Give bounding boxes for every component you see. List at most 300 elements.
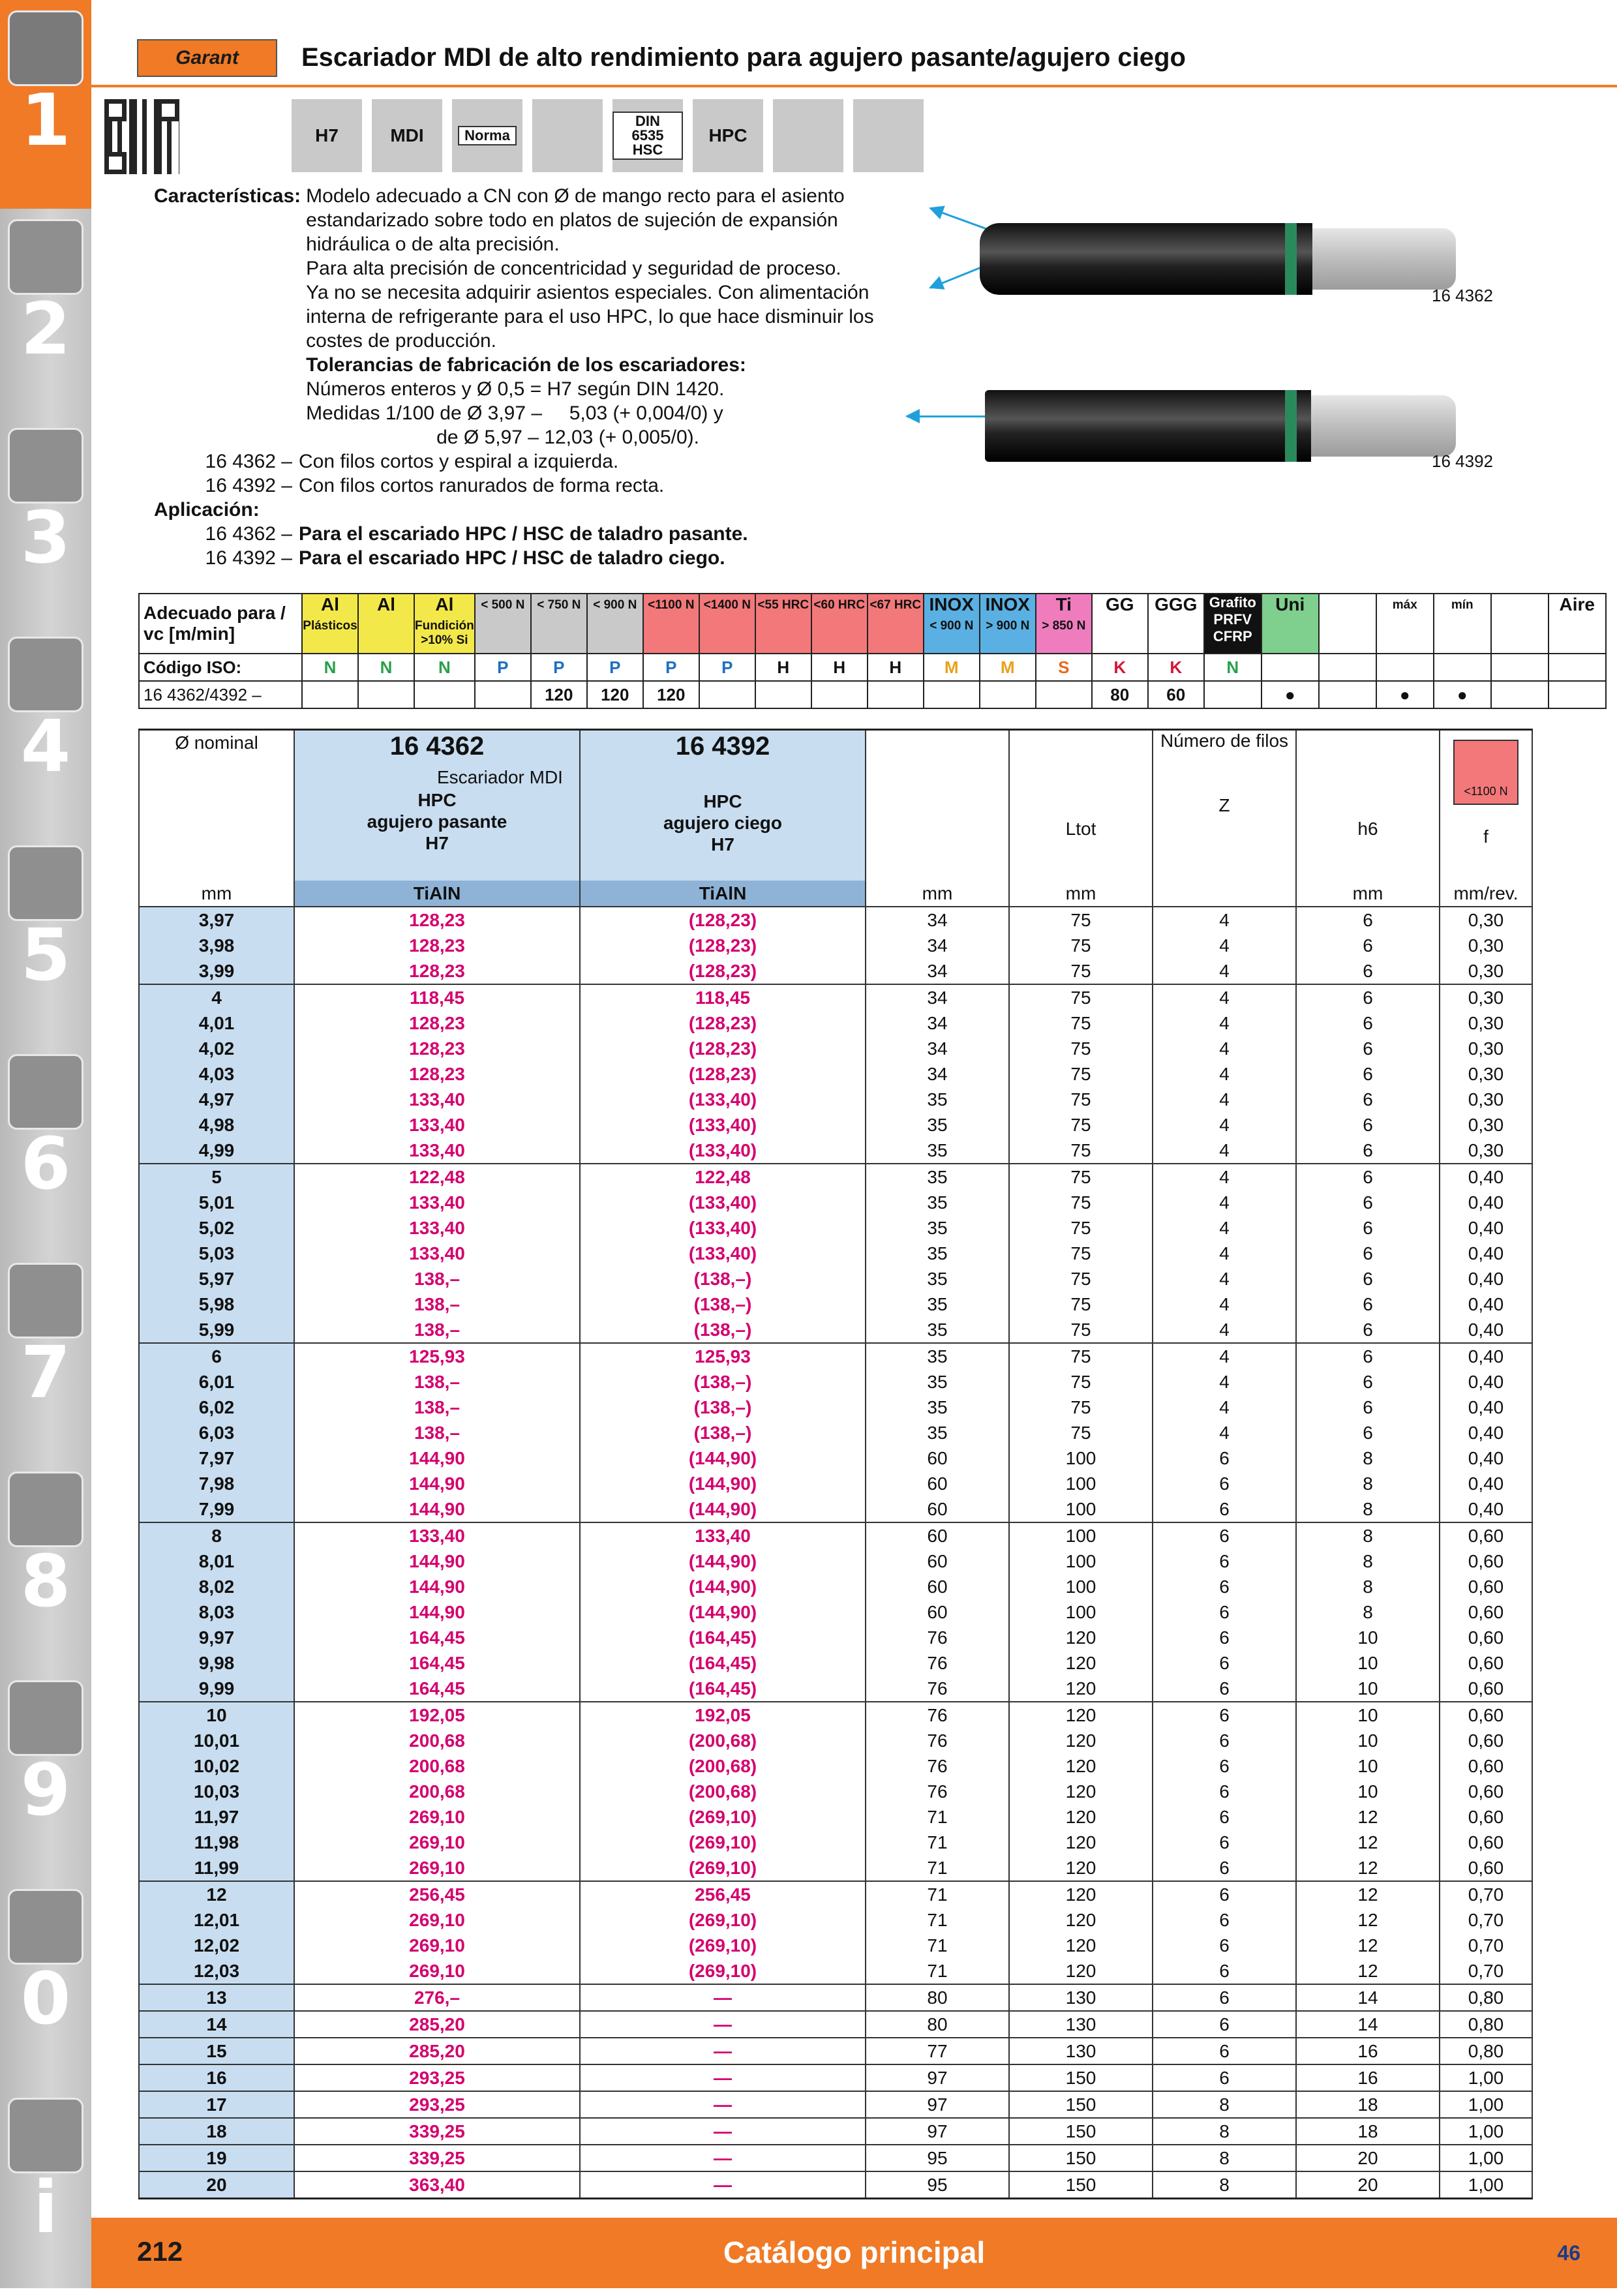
- flutes: 6: [1153, 1958, 1296, 1984]
- length: 97: [866, 2064, 1009, 2091]
- feed: 0,60: [1440, 1728, 1532, 1753]
- shank-h6: 20: [1296, 2145, 1440, 2171]
- iso-code: M: [980, 654, 1036, 681]
- chapter-tab-3[interactable]: [0, 417, 91, 626]
- flutes: 4: [1153, 1395, 1296, 1420]
- product-1-header: [580, 730, 866, 881]
- price-164392: (133,40): [580, 1138, 866, 1164]
- shank-h6: 8: [1296, 1574, 1440, 1599]
- table-row: [139, 1241, 1532, 1266]
- table-head-row: [139, 730, 1532, 881]
- flutes: 6: [1153, 2038, 1296, 2064]
- flutes: 8: [1153, 2145, 1296, 2171]
- chapter-number: 3: [20, 496, 71, 579]
- vc-value: ●: [1376, 681, 1434, 708]
- chapter-tab-2[interactable]: [0, 209, 91, 417]
- price-164362: 144,90: [294, 1548, 580, 1574]
- product-spec: agujero pasante: [367, 811, 507, 832]
- vc-value: [924, 681, 980, 708]
- flutes: 8: [1153, 2171, 1296, 2199]
- variant-text: Con filos cortos ranurados de forma recta.: [299, 475, 665, 496]
- price-164392: —: [580, 1984, 866, 2011]
- nominal-diameter: 7,98: [139, 1471, 294, 1496]
- shank-h6: 8: [1296, 1471, 1440, 1496]
- garant-logo: Garant: [137, 39, 277, 77]
- material-name: Uni: [1275, 594, 1305, 614]
- chapter-number: 5: [20, 913, 71, 997]
- total-length: 75: [1009, 1215, 1153, 1241]
- application-label: Aplicación:: [154, 499, 260, 521]
- length: 34: [866, 933, 1009, 958]
- feed: 0,40: [1440, 1292, 1532, 1317]
- table-row: [139, 2145, 1532, 2171]
- iso-code: H: [868, 654, 924, 681]
- characteristics-label: Características:: [154, 185, 301, 207]
- description-line: Ya no se necesita adquirir asientos especiales. Con alimentación: [306, 282, 869, 303]
- nominal-diameter: 11,97: [139, 1804, 294, 1830]
- table-row: [139, 958, 1532, 984]
- chapter-number: 8: [20, 1539, 71, 1623]
- chapter-icon: [8, 845, 83, 921]
- nominal-diameter: 6,03: [139, 1420, 294, 1445]
- iso-code: N: [302, 654, 358, 681]
- material-col-0: [302, 594, 358, 654]
- shank-h6: 6: [1296, 1343, 1440, 1369]
- nominal-diameter: 8,01: [139, 1548, 294, 1574]
- total-length: 100: [1009, 1599, 1153, 1625]
- shank-h6: 12: [1296, 1933, 1440, 1958]
- chapter-tab-4[interactable]: [0, 626, 91, 835]
- price-164392: (138,–): [580, 1420, 866, 1445]
- footer: [91, 2218, 1617, 2288]
- total-length: 75: [1009, 907, 1153, 933]
- table-row: [139, 933, 1532, 958]
- table-row: [139, 1164, 1532, 1190]
- description-line: Medidas 1/100 de Ø 3,97 – 5,03 (+ 0,004/0) y: [306, 402, 723, 424]
- shank-h6: 10: [1296, 1625, 1440, 1650]
- flutes: 4: [1153, 1266, 1296, 1292]
- length: 76: [866, 1753, 1009, 1779]
- material-badge-icon: [1453, 740, 1519, 805]
- nominal-diameter: 4,97: [139, 1087, 294, 1112]
- table-row: [139, 1599, 1532, 1625]
- length: 95: [866, 2171, 1009, 2199]
- nominal-diameter: 5: [139, 1164, 294, 1190]
- f-header: [1440, 730, 1532, 881]
- price-164362: 128,23: [294, 1036, 580, 1061]
- flutes: 6: [1153, 1702, 1296, 1728]
- material-sub: <55 HRC: [757, 598, 809, 612]
- price-164362: 200,68: [294, 1753, 580, 1779]
- price-164392: —: [580, 2038, 866, 2064]
- shank-h6: 6: [1296, 984, 1440, 1010]
- material-sub: <67 HRC: [869, 598, 922, 612]
- material-col-2: [414, 594, 475, 654]
- shank-h6: 6: [1296, 958, 1440, 984]
- material-col-4: [531, 594, 587, 654]
- flutes: 4: [1153, 1215, 1296, 1241]
- shank-h6: 6: [1296, 1292, 1440, 1317]
- feature-icon-3: [532, 99, 603, 172]
- flutes: 4: [1153, 1061, 1296, 1087]
- flutes: 6: [1153, 1625, 1296, 1650]
- unit-cell: [1153, 881, 1296, 907]
- flutes: 6: [1153, 1650, 1296, 1676]
- feed: 0,40: [1440, 1369, 1532, 1395]
- price-164392: (138,–): [580, 1395, 866, 1420]
- material-sub: < 750 N: [537, 598, 581, 612]
- chapter-icon: [8, 10, 83, 86]
- price-164362: 363,40: [294, 2171, 580, 2199]
- feed: 0,40: [1440, 1395, 1532, 1420]
- price-164362: 276,–: [294, 1984, 580, 2011]
- iso-code: N: [358, 654, 414, 681]
- length: 60: [866, 1599, 1009, 1625]
- total-length: 120: [1009, 1830, 1153, 1855]
- price-164362: 269,10: [294, 1830, 580, 1855]
- nominal-label: Ø nominal: [175, 733, 258, 753]
- vc-value: [1204, 681, 1262, 708]
- f-label: f: [1483, 826, 1489, 847]
- shank-h6: 10: [1296, 1779, 1440, 1804]
- price-164392: (133,40): [580, 1241, 866, 1266]
- price-164392: (200,68): [580, 1728, 866, 1753]
- nominal-diameter: 5,97: [139, 1266, 294, 1292]
- shank-h6: 8: [1296, 1445, 1440, 1471]
- shank-h6: 6: [1296, 1215, 1440, 1241]
- material-col-19: [1376, 594, 1434, 654]
- total-length: 130: [1009, 2038, 1153, 2064]
- feature-icon-label: HPC: [708, 125, 748, 145]
- price-164362: 144,90: [294, 1574, 580, 1599]
- total-length: 75: [1009, 1138, 1153, 1164]
- iso-code: [1491, 654, 1549, 681]
- feed: 0,60: [1440, 1522, 1532, 1548]
- flutes: 6: [1153, 2011, 1296, 2038]
- shank-h6: 20: [1296, 2171, 1440, 2199]
- price-164392: (269,10): [580, 1830, 866, 1855]
- nominal-diameter: 4,02: [139, 1036, 294, 1061]
- total-length: 75: [1009, 1292, 1153, 1317]
- feed: 0,40: [1440, 1164, 1532, 1190]
- table-row: [139, 2064, 1532, 2091]
- total-length: 75: [1009, 1164, 1153, 1190]
- total-length: 100: [1009, 1548, 1153, 1574]
- flutes: 6: [1153, 1881, 1296, 1907]
- flutes: 4: [1153, 1343, 1296, 1369]
- price-164362: 269,10: [294, 1933, 580, 1958]
- chapter-icon: [8, 428, 83, 504]
- iso-code: S: [1036, 654, 1092, 681]
- feed: 1,00: [1440, 2091, 1532, 2118]
- feed: 0,40: [1440, 1471, 1532, 1496]
- vc-value: [302, 681, 358, 708]
- length: 60: [866, 1522, 1009, 1548]
- feed: 1,00: [1440, 2171, 1532, 2199]
- total-length: 150: [1009, 2171, 1153, 2199]
- chapter-number: 4: [20, 704, 71, 788]
- nominal-diameter: 20: [139, 2171, 294, 2199]
- length: 76: [866, 1676, 1009, 1702]
- feed: 0,40: [1440, 1445, 1532, 1471]
- description-line: hidráulica o de alta precisión.: [306, 234, 560, 255]
- length: 97: [866, 2091, 1009, 2118]
- filos-label: Número de filos: [1160, 731, 1289, 751]
- length: 35: [866, 1241, 1009, 1266]
- chapter-tab-1[interactable]: [0, 0, 91, 209]
- price-164362: 122,48: [294, 1164, 580, 1190]
- shank-h6: 6: [1296, 933, 1440, 958]
- price-164392: (164,45): [580, 1676, 866, 1702]
- iso-code: K: [1148, 654, 1204, 681]
- feed: 0,30: [1440, 1087, 1532, 1112]
- price-164362: 269,10: [294, 1907, 580, 1933]
- length: 34: [866, 907, 1009, 933]
- variant-code: 16 4362 –: [205, 451, 292, 472]
- price-164392: (128,23): [580, 1036, 866, 1061]
- price-164362: 256,45: [294, 1881, 580, 1907]
- material-sub: <1400 N: [703, 598, 751, 612]
- material-name: Al: [377, 594, 395, 614]
- unit-cell: TiAlN: [294, 881, 580, 907]
- nominal-diameter: 9,99: [139, 1676, 294, 1702]
- units-row: [139, 881, 1532, 907]
- feed: 0,60: [1440, 1625, 1532, 1650]
- table-row: [139, 1728, 1532, 1753]
- material-name: INOX: [985, 594, 1030, 614]
- chapter-tab-5[interactable]: [0, 835, 91, 1044]
- material-sub: < 900 N: [929, 619, 974, 633]
- feature-icon-label: H7: [315, 125, 339, 145]
- feed: 0,40: [1440, 1266, 1532, 1292]
- material-name: Aire: [1559, 594, 1595, 614]
- price-164362: 133,40: [294, 1138, 580, 1164]
- price-164362: 164,45: [294, 1625, 580, 1650]
- flutes: 6: [1153, 1779, 1296, 1804]
- filos-header: [1153, 730, 1296, 881]
- price-164362: 164,45: [294, 1676, 580, 1702]
- price-164392: (144,90): [580, 1471, 866, 1496]
- total-length: 120: [1009, 1625, 1153, 1650]
- price-164392: 133,40: [580, 1522, 866, 1548]
- material-col-3: [475, 594, 531, 654]
- product-code: 16 4362: [389, 732, 485, 761]
- feed: 0,40: [1440, 1317, 1532, 1343]
- table-row: [139, 1907, 1532, 1933]
- table-row: [139, 1036, 1532, 1061]
- price-164362: 138,–: [294, 1369, 580, 1395]
- feed: 0,60: [1440, 1548, 1532, 1574]
- length: 35: [866, 1420, 1009, 1445]
- nominal-diameter: 13: [139, 1984, 294, 2011]
- length: 95: [866, 2145, 1009, 2171]
- material-sub: > 900 N: [986, 619, 1030, 633]
- table-row: [139, 1804, 1532, 1830]
- price-164362: 133,40: [294, 1522, 580, 1548]
- shank-h6: 12: [1296, 1881, 1440, 1907]
- material-name: Ti: [1055, 594, 1072, 614]
- feed: 0,40: [1440, 1496, 1532, 1522]
- price-164362: 138,–: [294, 1292, 580, 1317]
- price-164392: (128,23): [580, 933, 866, 958]
- feed: 0,60: [1440, 1779, 1532, 1804]
- nominal-diameter: 14: [139, 2011, 294, 2038]
- flutes: 8: [1153, 2091, 1296, 2118]
- chapter-tab-6[interactable]: [0, 1044, 91, 1252]
- chapter-number: i: [33, 2166, 58, 2249]
- length: 35: [866, 1215, 1009, 1241]
- table-row: [139, 1855, 1532, 1881]
- material-col-18: [1319, 594, 1376, 654]
- total-length: 75: [1009, 1061, 1153, 1087]
- flutes: 4: [1153, 1420, 1296, 1445]
- material-col-9: [811, 594, 868, 654]
- iso-code: [1434, 654, 1491, 681]
- flutes: 6: [1153, 1984, 1296, 2011]
- flutes: 4: [1153, 907, 1296, 933]
- length: 35: [866, 1317, 1009, 1343]
- nominal-diameter: 19: [139, 2145, 294, 2171]
- application-text: Para el escariado HPC / HSC de taladro ciego.: [299, 547, 725, 569]
- material-sub: Plásticos: [303, 619, 357, 633]
- material-col-22: [1549, 594, 1606, 654]
- page-number: 212: [137, 2236, 183, 2267]
- price-164362: 125,93: [294, 1343, 580, 1369]
- total-length: 120: [1009, 1779, 1153, 1804]
- chapter-tab-9[interactable]: [0, 1670, 91, 1879]
- feed: 0,60: [1440, 1855, 1532, 1881]
- product-description: [154, 184, 898, 570]
- total-length: 120: [1009, 1855, 1153, 1881]
- chapter-icon: [8, 637, 83, 712]
- nominal-diameter: 4,01: [139, 1010, 294, 1036]
- material-sub: <1100 N: [648, 598, 695, 612]
- material-col-14: [1092, 594, 1148, 654]
- table-row: [139, 2118, 1532, 2145]
- price-164362: 138,–: [294, 1266, 580, 1292]
- iso-code: P: [587, 654, 643, 681]
- material-name: GG: [1105, 594, 1134, 614]
- table-row: [139, 1650, 1532, 1676]
- feature-icon-label: MDI: [390, 125, 424, 145]
- unit-cell: mm: [1009, 881, 1153, 907]
- variant-line: [154, 449, 898, 474]
- flutes: 6: [1153, 1728, 1296, 1753]
- nominal-diameter: 7,97: [139, 1445, 294, 1471]
- table-row: [139, 1061, 1532, 1087]
- ltot-header: [1009, 730, 1153, 881]
- nominal-diameter: 5,99: [139, 1317, 294, 1343]
- price-164392: (133,40): [580, 1112, 866, 1138]
- shank-h6: 10: [1296, 1676, 1440, 1702]
- price-164362: 128,23: [294, 907, 580, 933]
- price-164392: (164,45): [580, 1650, 866, 1676]
- feed: 0,40: [1440, 1420, 1532, 1445]
- material-sub: máx: [1392, 598, 1417, 612]
- length: 35: [866, 1164, 1009, 1190]
- table-row: [139, 1574, 1532, 1599]
- table-row: [139, 1881, 1532, 1907]
- flutes: 4: [1153, 1112, 1296, 1138]
- total-length: 75: [1009, 1241, 1153, 1266]
- description-line: Modelo adecuado a CN con Ø de mango recto para el asiento: [306, 185, 845, 207]
- price-164362: 138,–: [294, 1420, 580, 1445]
- feed: 0,30: [1440, 933, 1532, 958]
- table-row: [139, 1343, 1532, 1369]
- price-164392: (128,23): [580, 958, 866, 984]
- description-line: de Ø 5,97 – 12,03 (+ 0,005/0).: [306, 427, 699, 448]
- nominal-diameter: 8,02: [139, 1574, 294, 1599]
- chapter-tab-7[interactable]: [0, 1252, 91, 1461]
- shank-h6: 6: [1296, 1190, 1440, 1215]
- price-164362: 133,40: [294, 1241, 580, 1266]
- price-164362: 118,45: [294, 984, 580, 1010]
- chapter-tab-0[interactable]: [0, 1879, 91, 2087]
- iso-code: [1262, 654, 1319, 681]
- flutes: 6: [1153, 1855, 1296, 1881]
- shank-h6: 6: [1296, 1164, 1440, 1190]
- length: 35: [866, 1190, 1009, 1215]
- price-164362: 128,23: [294, 1010, 580, 1036]
- shank-h6: 6: [1296, 1087, 1440, 1112]
- description-line: estandarizado sobre todo en platos de sujeción de expansión: [306, 209, 838, 231]
- length: 71: [866, 1881, 1009, 1907]
- chapter-tab-8[interactable]: [0, 1461, 91, 1670]
- vc-value: [475, 681, 531, 708]
- nominal-diameter: 11,99: [139, 1855, 294, 1881]
- length: 76: [866, 1779, 1009, 1804]
- total-length: 75: [1009, 1317, 1153, 1343]
- feed: 0,30: [1440, 958, 1532, 984]
- feed: 0,30: [1440, 1061, 1532, 1087]
- total-length: 120: [1009, 1881, 1153, 1907]
- table-row: [139, 1753, 1532, 1779]
- price-164392: (269,10): [580, 1855, 866, 1881]
- table-row: [139, 1471, 1532, 1496]
- length: 76: [866, 1625, 1009, 1650]
- total-length: 100: [1009, 1574, 1153, 1599]
- total-length: 75: [1009, 1395, 1153, 1420]
- unit-cell: mm/rev.: [1440, 881, 1532, 907]
- price-164392: —: [580, 2145, 866, 2171]
- nominal-diameter: 5,01: [139, 1190, 294, 1215]
- price-164392: (128,23): [580, 1010, 866, 1036]
- table-row: [139, 1112, 1532, 1138]
- length: 35: [866, 1343, 1009, 1369]
- price-164392: (138,–): [580, 1266, 866, 1292]
- chapter-icon: [8, 1263, 83, 1338]
- feed: 0,30: [1440, 1112, 1532, 1138]
- total-length: 100: [1009, 1445, 1153, 1471]
- length: 60: [866, 1548, 1009, 1574]
- chapter-tab-i[interactable]: [0, 2087, 91, 2296]
- feed: 0,60: [1440, 1804, 1532, 1830]
- flutes: 4: [1153, 1369, 1296, 1395]
- material-col-13: [1036, 594, 1092, 654]
- price-164392: —: [580, 2118, 866, 2145]
- price-164362: 285,20: [294, 2011, 580, 2038]
- nominal-diameter: 4,98: [139, 1112, 294, 1138]
- table-row: [139, 1292, 1532, 1317]
- table-row: [139, 1138, 1532, 1164]
- price-164392: —: [580, 2064, 866, 2091]
- chapter-icon: [8, 1472, 83, 1547]
- length: 71: [866, 1804, 1009, 1830]
- qr-code[interactable]: [104, 99, 179, 174]
- nominal-diameter: 8,03: [139, 1599, 294, 1625]
- variant-text: Con filos cortos y espiral a izquierda.: [299, 451, 619, 472]
- shank-h6: 10: [1296, 1728, 1440, 1753]
